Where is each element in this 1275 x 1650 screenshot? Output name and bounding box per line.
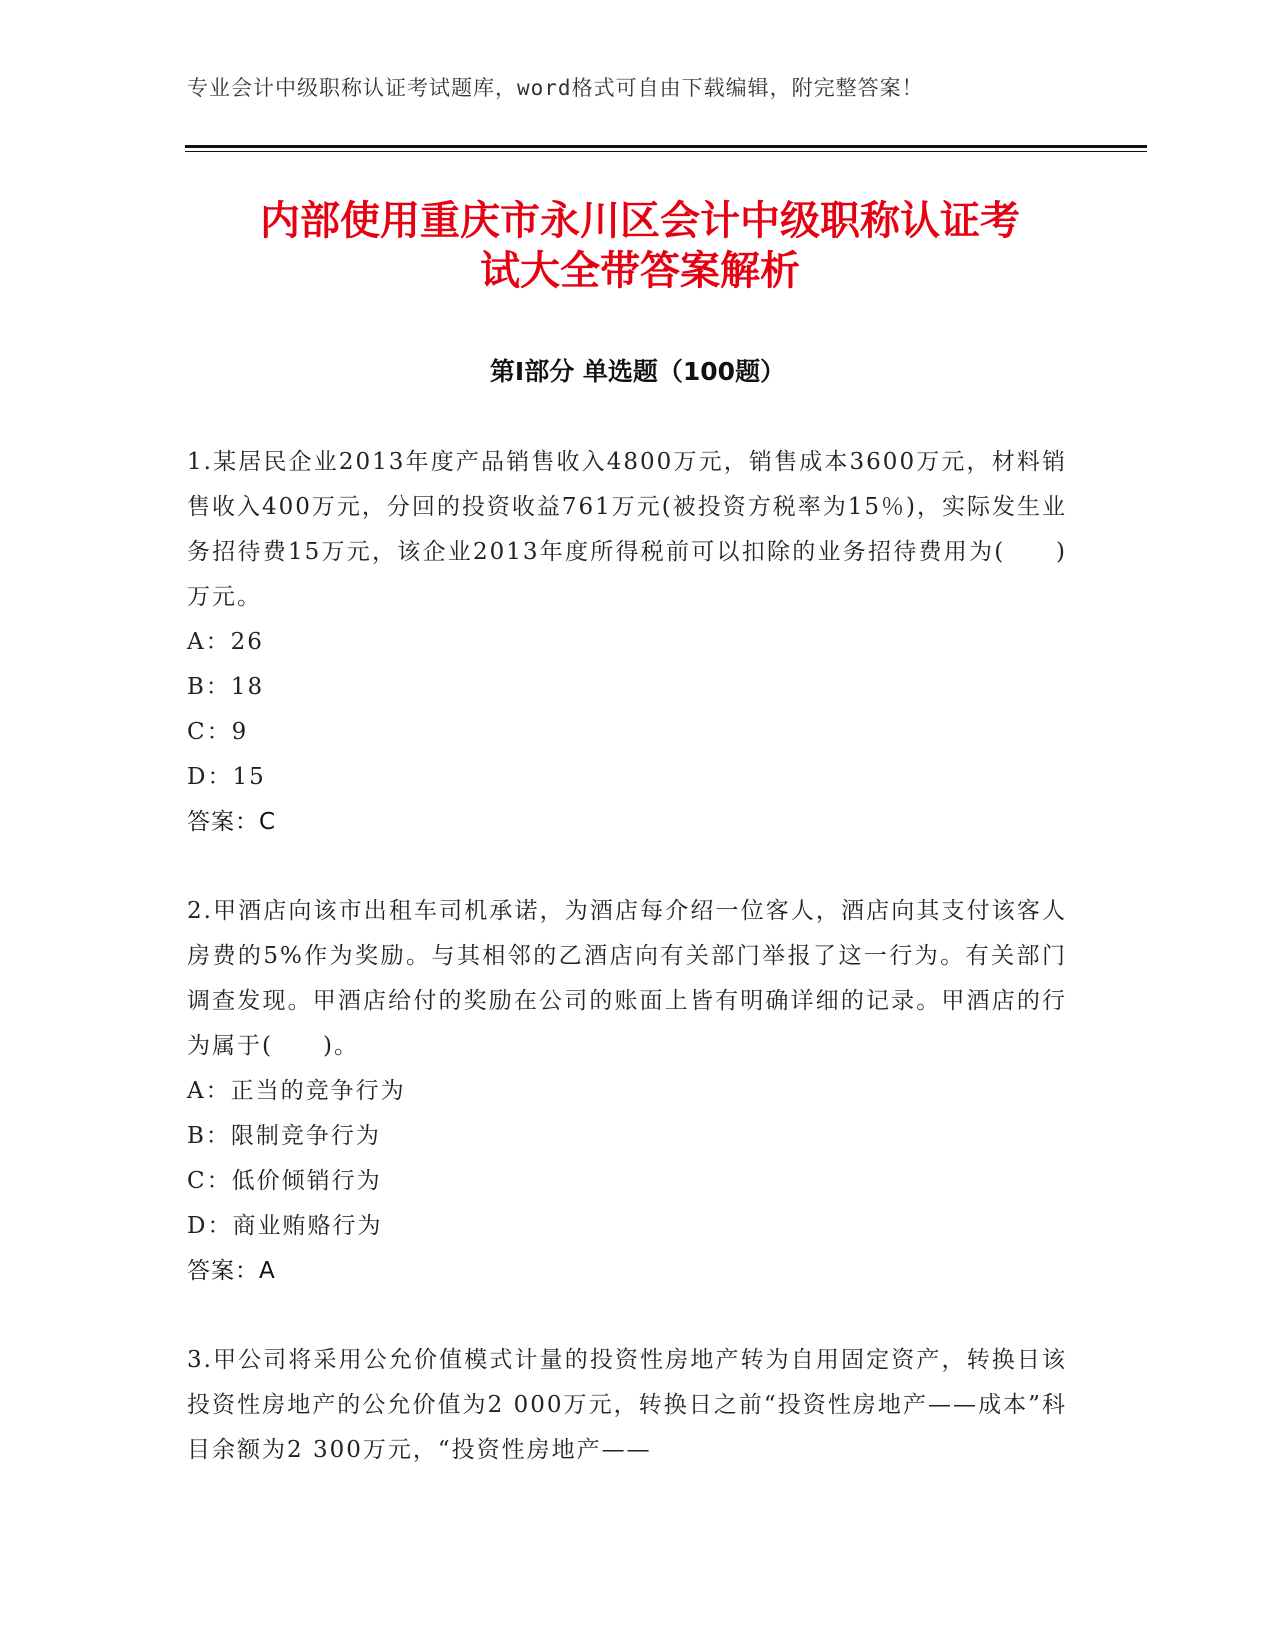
question-2 xyxy=(187,889,1067,1294)
option-c: C：9 xyxy=(187,719,249,745)
answer-label: 答案：C xyxy=(187,809,277,835)
document-title-line-1: 内部使用重庆市永川区会计中级职称认证考 xyxy=(260,198,1020,244)
page-header-text: 专业会计中级职称认证考试题库，word格式可自由下载编辑，附完整答案！ xyxy=(187,76,924,100)
answer-label: 答案：A xyxy=(187,1258,276,1284)
question-1 xyxy=(187,440,1067,845)
option-c: C：低价倾销行为 xyxy=(187,1168,382,1194)
option-d: D：商业贿赂行为 xyxy=(187,1213,383,1239)
document-title xyxy=(160,196,1120,296)
header-rule-thin xyxy=(185,151,1147,152)
section-title: 第Ⅰ部分 单选题（100题） xyxy=(489,357,786,386)
option-a: A：正当的竞争行为 xyxy=(187,1078,406,1104)
question-text: 1.某居民企业2013年度产品销售收入4800万元，销售成本3600万元，材料销售收入400万元，分回的投资收益761万元(被投资方税率为15％)，实际发生业务招待费15万元，该企业2013年度所得税前可以扣除的业务招待费用为( )万元。 xyxy=(187,449,1068,610)
question-text: 3.甲公司将采用公允价值模式计量的投资性房地产转为自用固定资产，转换日该投资性房地产的公允价值为2 000万元，转换日之前“投资性房地产——成本”科目余额为2 300万元，“投资性房地产—— xyxy=(187,1347,1067,1463)
option-b: B：18 xyxy=(187,674,265,700)
question-3 xyxy=(187,1338,1067,1473)
option-a: A：26 xyxy=(187,629,264,655)
document-title-line-2: 试大全带答案解析 xyxy=(480,248,800,294)
option-d: D：15 xyxy=(187,764,266,790)
option-b: B：限制竞争行为 xyxy=(187,1123,381,1149)
question-text: 2.甲酒店向该市出租车司机承诺，为酒店每介绍一位客人，酒店向其支付该客人房费的5%作为奖励。与其相邻的乙酒店向有关部门举报了这一行为。有关部门调查发现。甲酒店给付的奖励在公司的账面上皆有明确详细的记录。甲酒店的行为属于( )。 xyxy=(187,898,1067,1059)
header-rule-thick xyxy=(185,145,1147,148)
questions-container xyxy=(187,440,1067,1517)
